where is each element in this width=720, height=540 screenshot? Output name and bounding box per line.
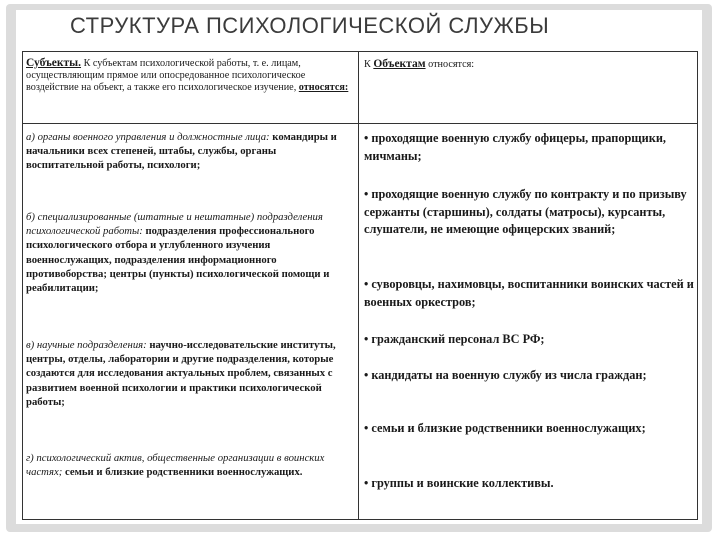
header-left-lead: Субъекты. — [26, 57, 82, 69]
right-item-2: • проходящие военную службу по контракту и по призыву сержанты (старшины), солдаты (матросы), курсанты, слушатели, не имеющие офицерских званий; — [364, 187, 687, 236]
header-right-lead: К — [364, 59, 374, 70]
left-item-b-bold: подразделения профессионального психологического отбора и углубленного изучения военнослужащих, подразделения информационного противоборства; центры (пункты) психологической помощи и реабилитации; — [26, 225, 330, 295]
left-item-b — [26, 210, 356, 295]
left-item-d-bold: семьи и близкие родственники военнослужащих. — [62, 466, 303, 479]
slide-title: СТРУКТУРА ПСИХОЛОГИЧЕСКОЙ СЛУЖБЫ — [70, 13, 550, 38]
header-left-cell — [26, 58, 354, 93]
header-left-tail: относятся: — [298, 81, 349, 93]
left-item-a — [26, 130, 356, 173]
left-item-d-italic: г) психологический актив, общественные организации в воинских частях; — [26, 452, 325, 479]
right-item-1: • проходящие военную службу офицеры, прапорщики, мичманы; — [364, 131, 667, 163]
right-item-5: • кандидаты на военную службу из числа граждан; — [364, 368, 647, 382]
table-column-divider — [358, 51, 359, 519]
right-item-6: • семьи и близкие родственники военнослужащих; — [364, 421, 646, 435]
left-item-c — [26, 338, 356, 409]
left-item-a-bold: командиры и начальники всех степеней, штабы, службы, органы воспитательной работы, психологи; — [26, 131, 337, 172]
table-right-border — [697, 51, 698, 519]
header-right-text: относятся: — [425, 59, 475, 70]
left-item-a-italic: а) органы военного управления и должностные лица: — [26, 131, 270, 143]
left-item-b-italic: б) специализированные (штатные и нештатные) подразделения психологической работы: — [26, 211, 323, 238]
left-item-c-italic: в) научные подразделения: — [26, 339, 147, 351]
header-left-text: К субъектам психологической работы, т. е. лицам, осуществляющим прямое или опосредованное психологическое воздействие на объект, а также его психологическое изучение, — [26, 58, 306, 93]
table-bottom-border — [22, 519, 698, 520]
left-item-c-bold: научно-исследовательские институты, центры, отделы, лаборатории и другие подразделения, которые создаются для исследования актуальных проблем, связанных с развитием военной психологии и практики психологической работы; — [26, 339, 336, 408]
right-item-4: • гражданский персонал ВС РФ; — [364, 332, 545, 346]
header-right-strong: Объектам — [373, 58, 426, 70]
table-top-border — [22, 51, 698, 52]
table-header-divider — [22, 123, 698, 124]
header-right-cell — [364, 58, 694, 72]
right-item-7: • группы и воинские коллективы. — [364, 476, 554, 490]
left-item-d — [26, 451, 356, 479]
table-left-border — [22, 51, 23, 519]
right-item-3: • суворовцы, нахимовцы, воспитанники воинских частей и военных оркестров; — [364, 277, 694, 309]
